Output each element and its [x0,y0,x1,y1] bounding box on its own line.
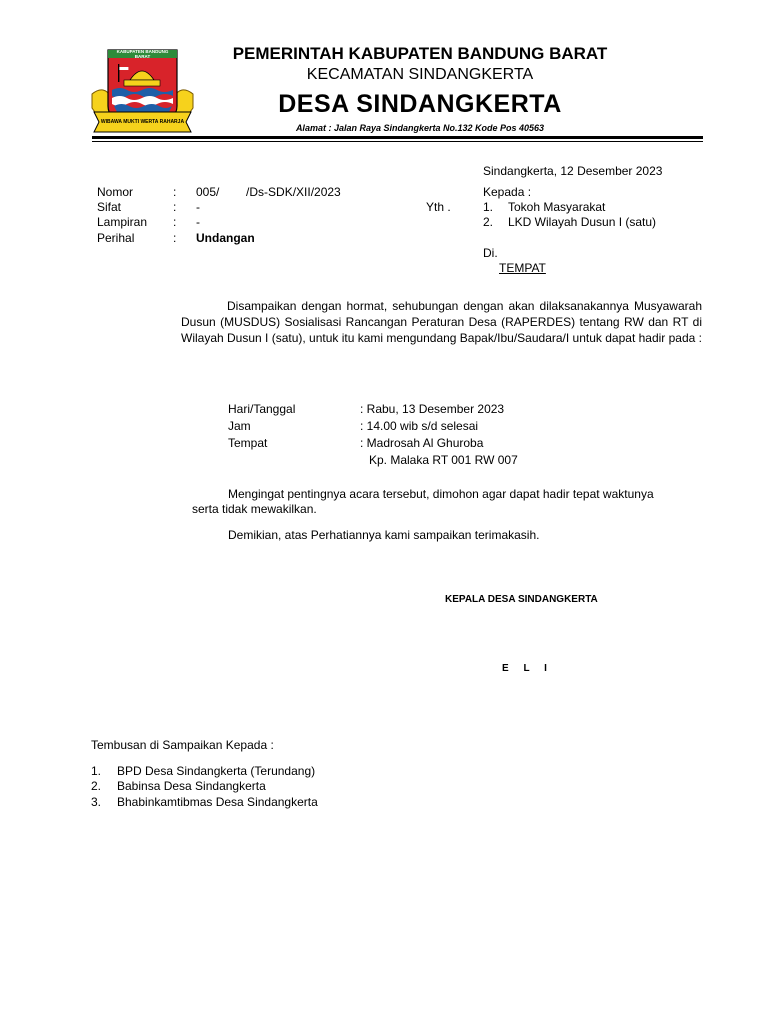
meta-lampiran-value: - [196,215,200,229]
recipient-item-num: 2. [483,215,494,229]
body-reminder-line2: serta tidak mewakilkan. [192,502,317,516]
detail-location-line2: Kp. Malaka RT 001 RW 007 [369,453,518,467]
cc-item-num: 3. [91,795,102,809]
meta-lampiran-label: Lampiran [97,215,148,229]
meta-sifat-colon: : [173,200,177,214]
header-village: DESA SINDANGKERTA [278,90,562,118]
recipient-di: Di. [483,246,498,260]
meta-perihal-colon: : [173,231,177,245]
meta-sifat-label: Sifat [97,200,122,214]
recipient-kepada: Kepada : [483,185,532,199]
cc-item-text: Bhabinkamtibmas Desa Sindangkerta [117,795,318,809]
body-closing: Demikian, atas Perhatiannya kami sampaikan terimakasih. [228,528,540,542]
logo-top-text: KABUPATEN BANDUNG BARAT [116,49,169,59]
recipient-item-text: LKD Wilayah Dusun I (satu) [508,215,657,229]
signature-title: KEPALA DESA SINDANGKERTA [445,594,598,605]
recipient-item-text: Tokoh Masyarakat [508,200,606,214]
cc-item-num: 1. [91,764,102,778]
meta-nomor-label: Nomor [97,185,134,199]
logo-motto: WIBAWA MUKTI WERTA RAHARJA [100,119,185,125]
recipient-item-num: 1. [483,200,494,214]
meta-sifat-value: - [196,200,200,214]
cc-item-text: BPD Desa Sindangkerta (Terundang) [117,764,316,778]
meta-nomor-value: 005/ /Ds-SDK/XII/2023 [196,185,341,199]
body-intro: Disampaikan dengan hormat, sehubungan dengan akan dilaksanakannya Musyawarah Dusun (MUSDUS) Sosialisasi Rancangan Peraturan Desa (RAPERDES) tentang RW dan RT di Wilayah Dusun I (satu), untuk itu kami mengundang Bapak/Ibu/Saudara/I untuk dapat hadir pada : [181,299,702,346]
meta-nomor-colon: : [173,185,177,199]
detail-label: Tempat [228,436,268,450]
cc-item-num: 2. [91,779,102,793]
header-address: Alamat : Jalan Raya Sindangkerta No.132 Kode Pos 40563 [295,123,545,133]
detail-value: : Madrosah Al Ghuroba [360,436,484,450]
signature-name: E L I [502,663,553,674]
meta-perihal-value: Undangan [196,231,255,245]
meta-lampiran-colon: : [173,215,177,229]
place-date: Sindangkerta, 12 Desember 2023 [483,164,663,178]
cc-heading: Tembusan di Sampaikan Kepada : [91,738,274,752]
detail-value: : 14.00 wib s/d selesai [360,419,479,433]
regency-logo [90,46,195,138]
header-rule-thin [92,141,703,142]
header-rule-thick [92,136,703,139]
detail-value: : Rabu, 13 Desember 2023 [360,402,505,416]
cc-item-text: Babinsa Desa Sindangkerta [117,779,266,793]
detail-label: Hari/Tanggal [228,402,296,416]
recipient-yth: Yth . [426,200,451,214]
header-district: KECAMATAN SINDANGKERTA [306,66,534,83]
meta-perihal-label: Perihal [97,231,135,245]
header-government: PEMERINTAH KABUPATEN BANDUNG BARAT [232,44,608,63]
detail-label: Jam [228,419,251,433]
recipient-tempat: TEMPAT [499,261,546,275]
body-reminder-line1: Mengingat pentingnya acara tersebut, dimohon agar dapat hadir tepat waktunya [228,487,654,501]
